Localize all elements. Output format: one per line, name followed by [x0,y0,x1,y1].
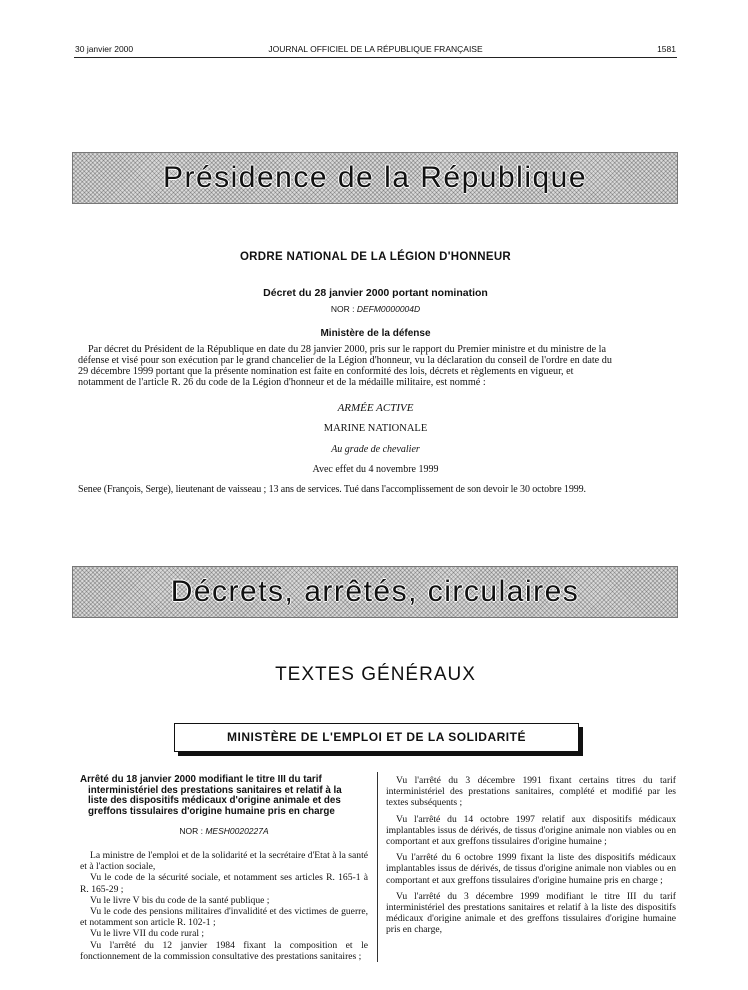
nominee: Senee (François, Serge), lieutenant de vaisseau ; 13 ans de services. Tué dans l'accomplissement de son devoir le 30 octobre 1999. [78,484,586,495]
visa-paragraph: Vu l'arrêté du 14 octobre 1997 relatif aux dispositifs médicaux implantables issus de dérivés, de tissus d'origine animale non viables ou en comportant et aux greffons tissulaires d'origine humaine ; [386,813,676,848]
visa-paragraph: Vu l'arrêté du 12 janvier 1984 fixant la composition et le fonctionnement de la commission consultative des prestations sanitaires ; [80,939,368,962]
column-divider [377,772,378,962]
header-date: 30 janvier 2000 [75,44,134,54]
decree-body-line: Par décret du Président de la République en date du 28 janvier 2000, pris sur le rapport du Premier ministre et du ministre de la [88,344,607,355]
header-page-number: 1581 [657,44,676,54]
navy: MARINE NATIONALE [323,423,428,434]
arrete-title-line: greffons tissulaires d'origine humaine pris en charge [88,805,335,817]
ministry-defense: Ministère de la défense [320,328,431,339]
nor-label: NOR : [330,304,355,314]
visa-paragraph: Vu l'arrêté du 3 décembre 1991 fixant certains titres du tarif interministériel des prestations sanitaires, complété et modifié par les textes subséquents ; [386,775,676,809]
visa-paragraph: Vu le livre V bis du code de la santé publique ; [90,894,270,906]
banner-presidence: Présidence de la République [72,152,678,204]
arrete-nor [80,826,368,836]
header-rule [74,57,677,58]
visa-paragraph: La ministre de l'emploi et de la solidarité et la secrétaire d'Etat à la santé et à l'action sociale, [80,850,368,873]
arrete-title-line: interministériel des prestations sanitaires et relatif à la [88,784,342,796]
visa-paragraph: Vu l'arrêté du 3 décembre 1999 modifiant le titre III du tarif interministériel des prestations sanitaires et relatif à la liste des dispositifs médicaux d'origine animale et des greffons tissulaires d'origine humaine pris en charge, [386,890,676,936]
decree-body [78,344,676,388]
effect-date: Avec effet du 4 novembre 1999 [312,464,439,475]
decree-body-line: défense et visé pour son exécution par le grand chancelier de la Légion d'honneur, vu la déclaration du conseil de l'ordre en date du [78,355,612,366]
banner-decrets: Décrets, arrêtés, circulaires [72,566,678,618]
grade: Au grade de chevalier [331,444,420,455]
arrete-left-column [80,850,368,962]
decree-title: Décret du 28 janvier 2000 portant nomination [263,287,488,299]
arrete-title-line: liste des dispositifs médicaux d'origine animale et des [88,795,341,807]
arrete-title-line: Arrêté du 18 janvier 2000 modifiant le titre III du tarif [80,774,322,785]
header-journal: JOURNAL OFFICIEL DE LA RÉPUBLIQUE FRANÇAISE [268,44,483,54]
ministry-box: MINISTÈRE DE L'EMPLOI ET DE LA SOLIDARITÉ [174,723,579,752]
arrete-right-column [386,775,676,936]
nor-label: NOR : [179,826,203,836]
nor-code: DEFM0000004D [356,304,421,314]
nor-code: MESH0020227A [205,826,269,836]
visa-paragraph: Vu l'arrêté du 6 octobre 1999 fixant la liste des dispositifs médicaux implantables issus de dérivés, de tissus d'origine animale non viables ou en comportant et aux greffons tissulaires d'origine humaine pris en charge ; [386,852,676,886]
decree-body-line: notamment de l'article R. 26 du code de la Légion d'honneur et de la médaille militaire, est nommé : [78,377,486,388]
decree-nor [74,304,677,314]
army-active: ARMÉE ACTIVE [337,402,414,414]
decree-body-line: 29 décembre 1999 portant que la présente nomination est faite en conformité des lois, décrets et règlements en vigueur, et [78,366,574,377]
order-title: ORDRE NATIONAL DE LA LÉGION D'HONNEUR [239,251,512,263]
visa-paragraph: Vu le code des pensions militaires d'invalidité et des victimes de guerre, et notamment son article R. 102-1 ; [80,906,368,929]
textes-generaux: TEXTES GÉNÉRAUX [275,664,476,685]
visa-paragraph: Vu le livre VII du code rural ; [90,928,205,940]
arrete-title [80,775,368,817]
visa-paragraph: Vu le code de la sécurité sociale, et notamment ses articles R. 165-1 à R. 165-29 ; [80,872,368,895]
